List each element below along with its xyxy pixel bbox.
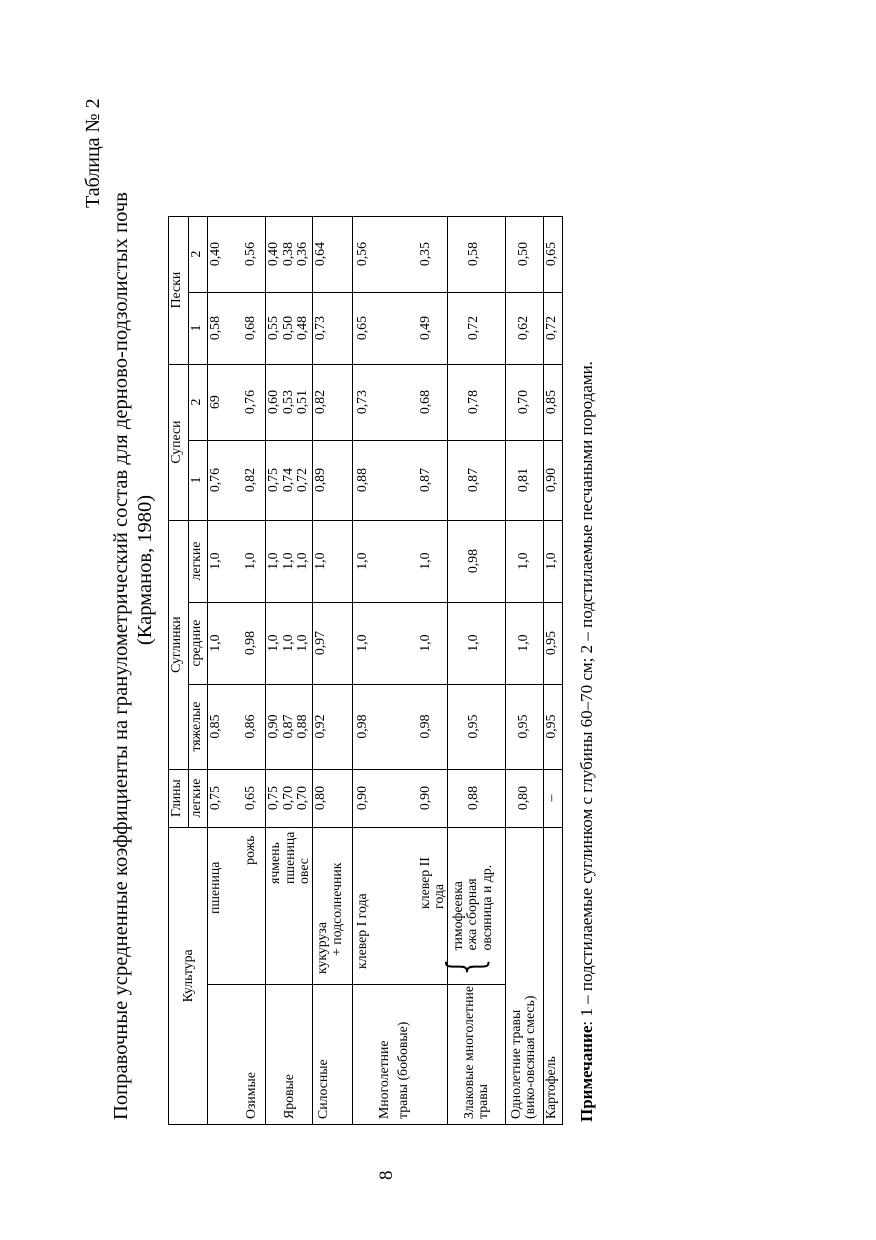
crop-cell (266, 827, 313, 984)
value: 1,0 (416, 634, 432, 652)
header-sandy-loams-1: 1 (189, 440, 208, 520)
table-row (505, 216, 543, 1124)
crop-name: клевер I года (354, 893, 369, 969)
crop-name: кукуруза (314, 921, 329, 974)
value-cell: 0,92 (313, 684, 353, 769)
value-cell (353, 292, 448, 364)
table-label: Таблица № 2 (82, 98, 104, 208)
value: 0,38 (279, 242, 295, 267)
grass-names (451, 865, 495, 951)
value-cell (353, 520, 448, 602)
value-cell (266, 364, 313, 440)
group-silage: Силосные (313, 985, 353, 1125)
crop-name: тимофеевка (449, 881, 465, 951)
crop-cell (313, 827, 353, 984)
header-culture: Культура (169, 827, 208, 1124)
value: 0,87 (279, 714, 295, 739)
value-cell: 0,64 (313, 216, 353, 292)
value-cell (208, 602, 266, 684)
value-cell: 0,87 (447, 440, 505, 520)
value-cell (353, 216, 448, 292)
crop-name: рожь (241, 835, 257, 865)
value-cell: 0,50 (505, 216, 543, 292)
value-cell (353, 769, 448, 827)
group-perennial-grasses (447, 985, 505, 1125)
value: 1,0 (207, 552, 222, 570)
value: 0,85 (207, 714, 222, 739)
value: 1,0 (265, 634, 280, 652)
value-cell: 0,98 (447, 520, 505, 602)
value: 0,75 (207, 786, 222, 811)
value-cell: 0,81 (505, 440, 543, 520)
value: 0,82 (241, 468, 257, 493)
value: 0,56 (354, 242, 369, 267)
value: 0,76 (207, 468, 222, 493)
value: 0,73 (354, 390, 369, 415)
value: 1,0 (294, 634, 309, 652)
value-cell (266, 602, 313, 684)
value: 0,68 (241, 316, 257, 341)
page-number: 8 (376, 1170, 397, 1180)
value-cell (208, 520, 266, 602)
value: 1,0 (279, 552, 295, 570)
value: 0,70 (294, 786, 309, 811)
value: 0,51 (294, 390, 309, 415)
crop-name: ячмень (267, 842, 282, 884)
value-cell (353, 684, 448, 769)
value-cell (208, 216, 266, 292)
value-cell: 0,89 (313, 440, 353, 520)
header-sands-1: 1 (189, 292, 208, 364)
value: 0,65 (241, 786, 257, 811)
value: 0,75 (265, 468, 280, 493)
value-cell: 0,70 (505, 364, 543, 440)
value: 1,0 (294, 552, 309, 570)
header-sands: Пески (169, 216, 189, 364)
header-sandy-loams-2: 2 (189, 364, 208, 440)
value-cell (208, 292, 266, 364)
table-row (208, 216, 266, 1124)
value: 0,90 (416, 786, 432, 811)
value-cell (266, 440, 313, 520)
group-name: травы (475, 1083, 490, 1119)
value: 0,76 (241, 390, 257, 415)
value-cell: 0,80 (505, 769, 543, 827)
value-cell (208, 364, 266, 440)
value-cell (266, 520, 313, 602)
value-cell: 0,90 (543, 440, 562, 520)
value: 69 (207, 395, 222, 409)
group-spring: Яровые (266, 985, 313, 1125)
table-note (577, 361, 597, 1122)
table-row (447, 216, 505, 1124)
value-cell (266, 684, 313, 769)
value: 0,48 (294, 316, 309, 341)
value-cell: 0,72 (543, 292, 562, 364)
group-winter: Озимые (208, 985, 266, 1125)
value-cell (266, 292, 313, 364)
value-cell: 0,58 (447, 216, 505, 292)
table-row (313, 216, 353, 1124)
table-title: Поправочные усредненные коэффициенты на гранулометрический состав для дерново-подзолистых почв (110, 191, 132, 1120)
header-loams: Суглинки (169, 520, 189, 769)
value: 0,53 (279, 390, 295, 415)
note-text: : 1 – подстилаемые суглинком с глубины 60–70 см; 2 – подстилаемые песчаными породами. (577, 361, 596, 1026)
group-potato: Картофель (543, 827, 562, 1124)
value-cell (353, 602, 448, 684)
value: 0,88 (294, 714, 309, 739)
header-clays-light: легкие (189, 769, 208, 827)
group-name: травы (бобовые) (394, 1021, 410, 1119)
header-loams-light: легкие (189, 520, 208, 602)
header-sandy-loams: Супеси (169, 364, 189, 520)
group-name: Злаковые многолетние (460, 986, 476, 1119)
value-cell: 0,62 (505, 292, 543, 364)
value-cell: 0,95 (447, 684, 505, 769)
header-row-1 (169, 216, 189, 1124)
crop-cell (208, 827, 266, 984)
value: 1,0 (354, 552, 369, 570)
value-cell (353, 364, 448, 440)
value: 0,87 (416, 468, 432, 493)
value-cell (266, 216, 313, 292)
value: 0,86 (241, 714, 257, 739)
crop-name: пшеница (207, 861, 222, 914)
value: 0,40 (207, 242, 222, 267)
value: 0,58 (207, 316, 222, 341)
value: 0,50 (279, 316, 295, 341)
value: 0,90 (354, 786, 369, 811)
value-cell: 0,65 (543, 216, 562, 292)
value: 1,0 (207, 634, 222, 652)
value-cell (208, 684, 266, 769)
value: 0,60 (265, 390, 280, 415)
crop-cell (353, 827, 448, 984)
value-cell: 1,0 (447, 602, 505, 684)
header-clays: Глины (169, 769, 189, 827)
value-cell (266, 769, 313, 827)
value-cell: 0,95 (505, 684, 543, 769)
value-cell: 0,97 (313, 602, 353, 684)
value-cell: 0,82 (313, 364, 353, 440)
value: 1,0 (416, 552, 432, 570)
crop-name: ежа сборная (464, 878, 479, 951)
value: 0,74 (279, 468, 295, 493)
value: 0,75 (265, 786, 280, 811)
group-name: (вико-овсяная смесь) (522, 995, 537, 1119)
header-loams-heavy: тяжелые (189, 684, 208, 769)
table-row (543, 216, 562, 1124)
value-cell: 1,0 (505, 520, 543, 602)
value-cell: 0,73 (313, 292, 353, 364)
value: 0,40 (265, 242, 280, 267)
table-row (353, 216, 448, 1124)
header-loams-medium: средние (189, 602, 208, 684)
value-cell (208, 769, 266, 827)
value-cell: 0,72 (447, 292, 505, 364)
value: 0,98 (354, 714, 369, 739)
value-cell (353, 440, 448, 520)
value-cell: 0,95 (543, 602, 562, 684)
value-cell: 0,80 (313, 769, 353, 827)
value: 0,98 (416, 714, 432, 739)
group-name: Однолетние травы (507, 1009, 523, 1119)
value: 0,70 (279, 786, 295, 811)
value: 1,0 (354, 634, 369, 652)
crop-name: овсяница и др. (478, 864, 494, 951)
value: 0,36 (294, 242, 309, 267)
crop-name: пшеница (281, 831, 297, 884)
value-cell: 0,95 (543, 684, 562, 769)
coefficients-table (168, 216, 563, 1125)
table-row (266, 216, 313, 1124)
value-cell: 1,0 (313, 520, 353, 602)
value-cell: 0,88 (447, 769, 505, 827)
value-cell: 0,85 (543, 364, 562, 440)
crop-name: овес (296, 858, 311, 884)
crop-name: клевер II года (416, 857, 446, 909)
value-cell: 1,0 (505, 602, 543, 684)
value: 0,68 (416, 390, 432, 415)
value: 1,0 (241, 552, 257, 570)
value-cell: 1,0 (543, 520, 562, 602)
value: 0,55 (265, 316, 280, 341)
value: 0,72 (294, 468, 309, 493)
crop-cell (437, 827, 505, 984)
value: 0,98 (241, 631, 257, 656)
value-cell: – (543, 769, 562, 827)
group-annual-grasses (505, 827, 543, 1124)
value: 0,88 (354, 468, 369, 493)
group-name: Многолетние (376, 1040, 391, 1119)
grass-list (437, 832, 495, 979)
value: 0,90 (265, 714, 280, 739)
brace-icon: { (437, 953, 494, 979)
value: 0,56 (241, 242, 257, 267)
note-label: Примечание (577, 1025, 596, 1122)
value: 1,0 (279, 634, 295, 652)
value: 0,65 (354, 316, 369, 341)
header-sands-2: 2 (189, 216, 208, 292)
value-cell (208, 440, 266, 520)
value: 0,35 (416, 242, 432, 267)
value: 1,0 (265, 552, 280, 570)
group-perennial-legumes (353, 985, 448, 1125)
value-cell: 0,78 (447, 364, 505, 440)
table-title-source: (Карманов, 1980) (134, 494, 156, 646)
value: 0,49 (416, 316, 432, 341)
crop-name: + подсолнечник (328, 862, 344, 956)
